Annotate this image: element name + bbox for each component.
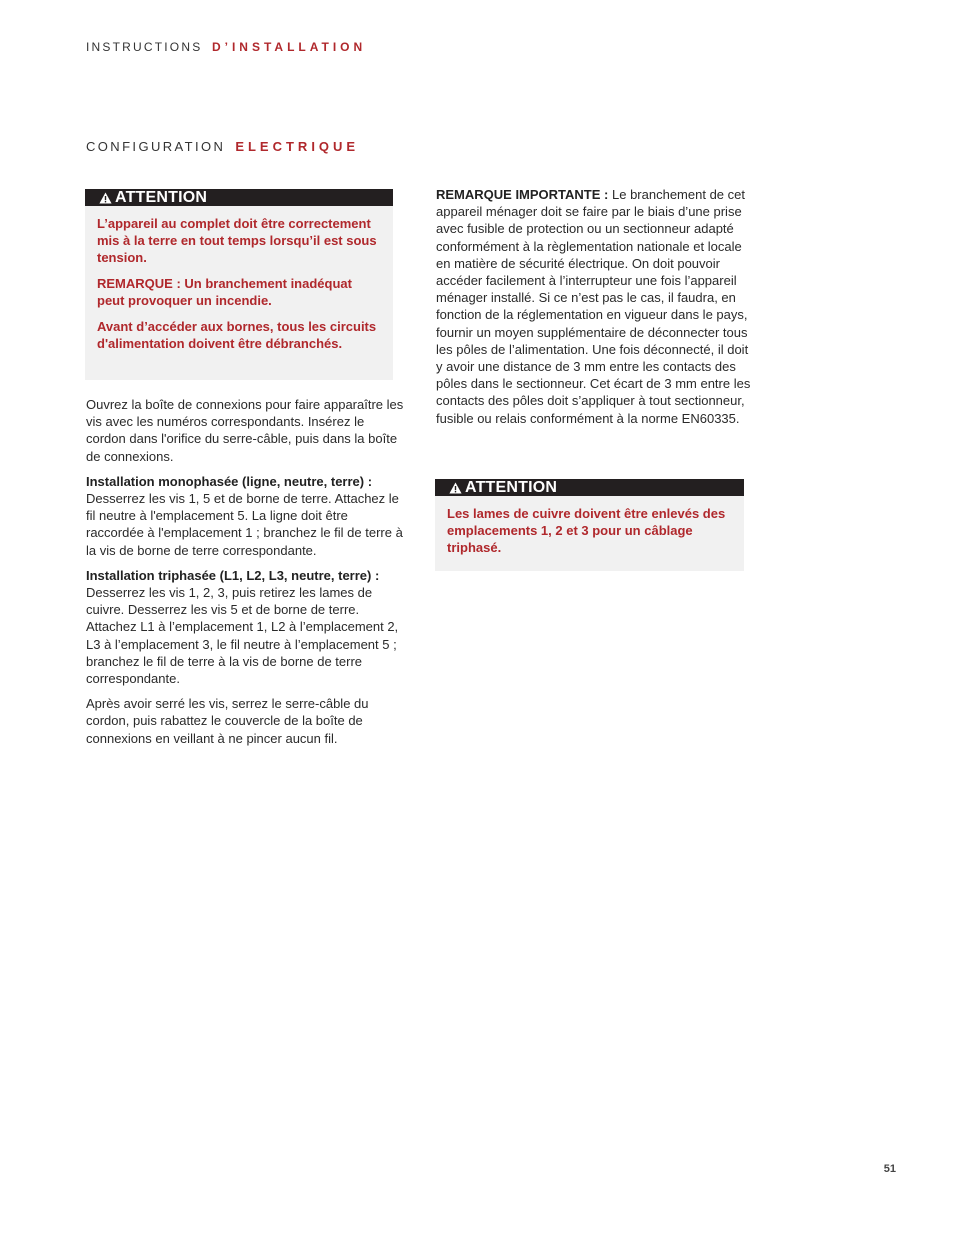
warning-title: ATTENTION [115, 188, 208, 206]
important-note [436, 186, 758, 427]
warning-text: L’appareil au complet doit être correctement mis à la terre en tout temps lorsqu’il est sous tension. [97, 216, 377, 265]
right-column [436, 186, 758, 435]
warning-body [435, 496, 744, 566]
warning-text: Avant d’accéder aux bornes, tous les circuits d'alimentation doivent être débranchés. [97, 319, 377, 351]
left-column [86, 396, 406, 755]
warning-box-right [435, 479, 744, 571]
running-header [86, 40, 366, 54]
section-prefix: CONFIGURATION [86, 139, 226, 154]
warning-bar [85, 189, 393, 206]
mono-text: Desserrez les vis 1, 5 et de borne de terre. Attachez le fil neutre à l'emplacement 5. La ligne doit être raccordée à l'emplacement 1 ; branchez le fil de terre à la vis de borne de terre correspondante. [86, 491, 403, 558]
section-title [86, 139, 359, 154]
page-number: 51 [883, 1163, 896, 1175]
warning-body [85, 206, 393, 362]
section-accent: ELECTRIQUE [235, 139, 360, 154]
header-accent: D’INSTALLATION [211, 40, 367, 54]
mono-paragraph [86, 473, 406, 559]
tri-lead: Installation triphasée (L1, L2, L3, neutre, terre) : [86, 567, 380, 583]
final-paragraph: Après avoir serré les vis, serrez le serre-câble du cordon, puis rabattez le couvercle de la boîte de connexions en veillant à ne pincer aucun fil. [86, 696, 369, 746]
warning-text: Les lames de cuivre doivent être enlevés des emplacements 1, 2 et 3 pour un câblage triphasé. [447, 506, 726, 555]
tri-text: Desserrez les vis 1, 2, 3, puis retirez les lames de cuivre. Desserrez les vis 5 et de borne de terre. Attachez L1 à l’emplacement 1, L2 à l’emplacement 2, L3 à l’emplacement 3, le fil neutre à l’emplacement 5 ; branchez le fil de terre à la vis de borne de terre correspondante. [86, 585, 399, 687]
warning-triangle-icon [449, 482, 462, 494]
note-lead: REMARQUE IMPORTANTE : [436, 187, 609, 202]
mono-lead: Installation monophasée (ligne, neutre, terre) : [86, 473, 373, 489]
warning-bar [435, 479, 744, 496]
warning-title: ATTENTION [465, 478, 558, 496]
intro-paragraph: Ouvrez la boîte de connexions pour faire apparaître les vis avec les numéros correspondants. Insérez le cordon dans l'orifice du serre-câble, puis dans la boîte de connexions. [86, 397, 404, 464]
warning-box-left [85, 189, 393, 380]
warning-text: REMARQUE : Un branchement inadéquat peut provoquer un incendie. [97, 276, 352, 308]
note-text: Le branchement de cet appareil ménager doit se faire par le biais d’une prise avec fusible de protection ou un sectionneur adapté conformément à la règlementation nationale et locale en matière de sécurité électrique. On doit pouvoir accéder facilement à l’interrupteur une fois l’appareil ménager installé. Si ce n’est pas le cas, il faudra, en fonction de la réglementation en vigueur dans le pays, fournir un moyen supplémentaire de déconnecter tous les pôles de l’alimentation. Une fois déconnecté, il doit y avoir une distance de 3 mm entre les contacts des pôles dans le sectionneur. Cet écart de 3 mm entre les contacts des pôles doit s’appliquer à tout sectionneur, fusible ou relais conformément à la norme EN60335. [436, 187, 751, 426]
header-prefix: INSTRUCTIONS [86, 40, 203, 54]
tri-paragraph [86, 567, 406, 687]
warning-triangle-icon [99, 192, 112, 204]
